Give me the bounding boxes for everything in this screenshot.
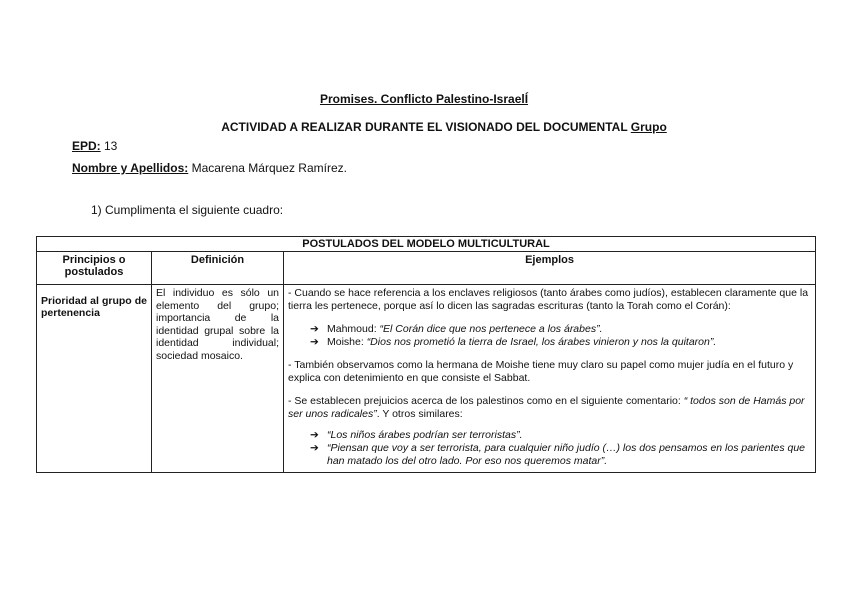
epd-label: EPD: — [72, 139, 101, 153]
epd-line — [72, 139, 117, 153]
arrow-icon: ➔ — [310, 429, 319, 441]
name-label: Nombre y Apellidos: — [72, 161, 189, 175]
quote: “Los niños árabes podrían ser terroristas”. — [327, 429, 523, 441]
name-value: Macarena Márquez Ramírez. — [188, 161, 347, 175]
example-list-2 — [288, 429, 811, 468]
subtitle-main: ACTIVIDAD A REALIZAR DURANTE EL VISIONADO DEL DOCUMENTAL — [221, 120, 631, 134]
example-paragraph-3 — [288, 395, 811, 421]
list-item — [310, 336, 811, 349]
table-title-row — [37, 237, 816, 252]
example-paragraph-1: - Cuando se hace referencia a los enclaves religiosos (tanto árabes como judíos), establecen claramente que la tierra les pertenece, porque así lo dicen las sagradas escrituras (tanto la Torah como el Corán): — [288, 287, 809, 312]
example-paragraph-2: - También observamos como la hermana de Moishe tiene muy claro su papel como mujer judía en el futuro y explica con detenimiento en que consiste el Sabbat. — [288, 359, 794, 384]
subtitle-group: Grupo — [630, 120, 667, 134]
list-item — [310, 429, 811, 442]
postulates-table — [36, 236, 816, 473]
list-item — [310, 323, 811, 336]
arrow-icon: ➔ — [310, 442, 319, 454]
speaker: Moishe: — [327, 336, 367, 348]
table-title: POSTULADOS DEL MODELO MULTICULTURAL — [37, 237, 816, 252]
table-row — [37, 285, 816, 473]
activity-subtitle — [0, 120, 848, 134]
instruction: 1) Cumplimenta el siguiente cuadro: — [91, 203, 284, 217]
p3-quote: “ todos son de Hamás por ser unos radicales” — [288, 395, 805, 420]
header-definition: Definición — [152, 252, 284, 285]
speaker: Mahmoud: — [327, 323, 380, 335]
list-item — [310, 442, 811, 468]
quote: “Dios nos prometió la tierra de Israel, los árabes vinieron y nos la quitaron”. — [366, 336, 717, 348]
arrow-icon: ➔ — [310, 336, 319, 348]
header-principles: Principios o postulados — [37, 252, 152, 285]
p3-start: - Se establecen prejuicios acerca de los palestinos como en el siguiente comentario: — [288, 395, 681, 407]
principle-cell: Prioridad al grupo de pertenencia — [37, 285, 152, 473]
epd-value: 13 — [100, 139, 118, 153]
table-header-row — [37, 252, 816, 285]
document-title: Promises. Conflicto Palestino-IsraelÍ — [319, 92, 529, 106]
definition-cell: El individuo es sólo un elemento del grupo; importancia de la identidad grupal sobre la identidad individual; sociedad mosaico. — [152, 285, 284, 473]
examples-cell — [284, 285, 816, 473]
name-line — [72, 161, 347, 175]
arrow-icon: ➔ — [310, 323, 319, 335]
example-list-1 — [288, 323, 811, 349]
p3-end: . Y otros similares: — [376, 408, 463, 420]
quote: “El Corán dice que nos pertenece a los árabes”. — [379, 323, 603, 335]
quote: “Piensan que voy a ser terrorista, para cualquier niño judío (…) los dos pensamos en los parientes que han matado los del otro lado. Por eso nos queremos matar”. — [327, 442, 806, 467]
header-examples: Ejemplos — [284, 252, 816, 285]
